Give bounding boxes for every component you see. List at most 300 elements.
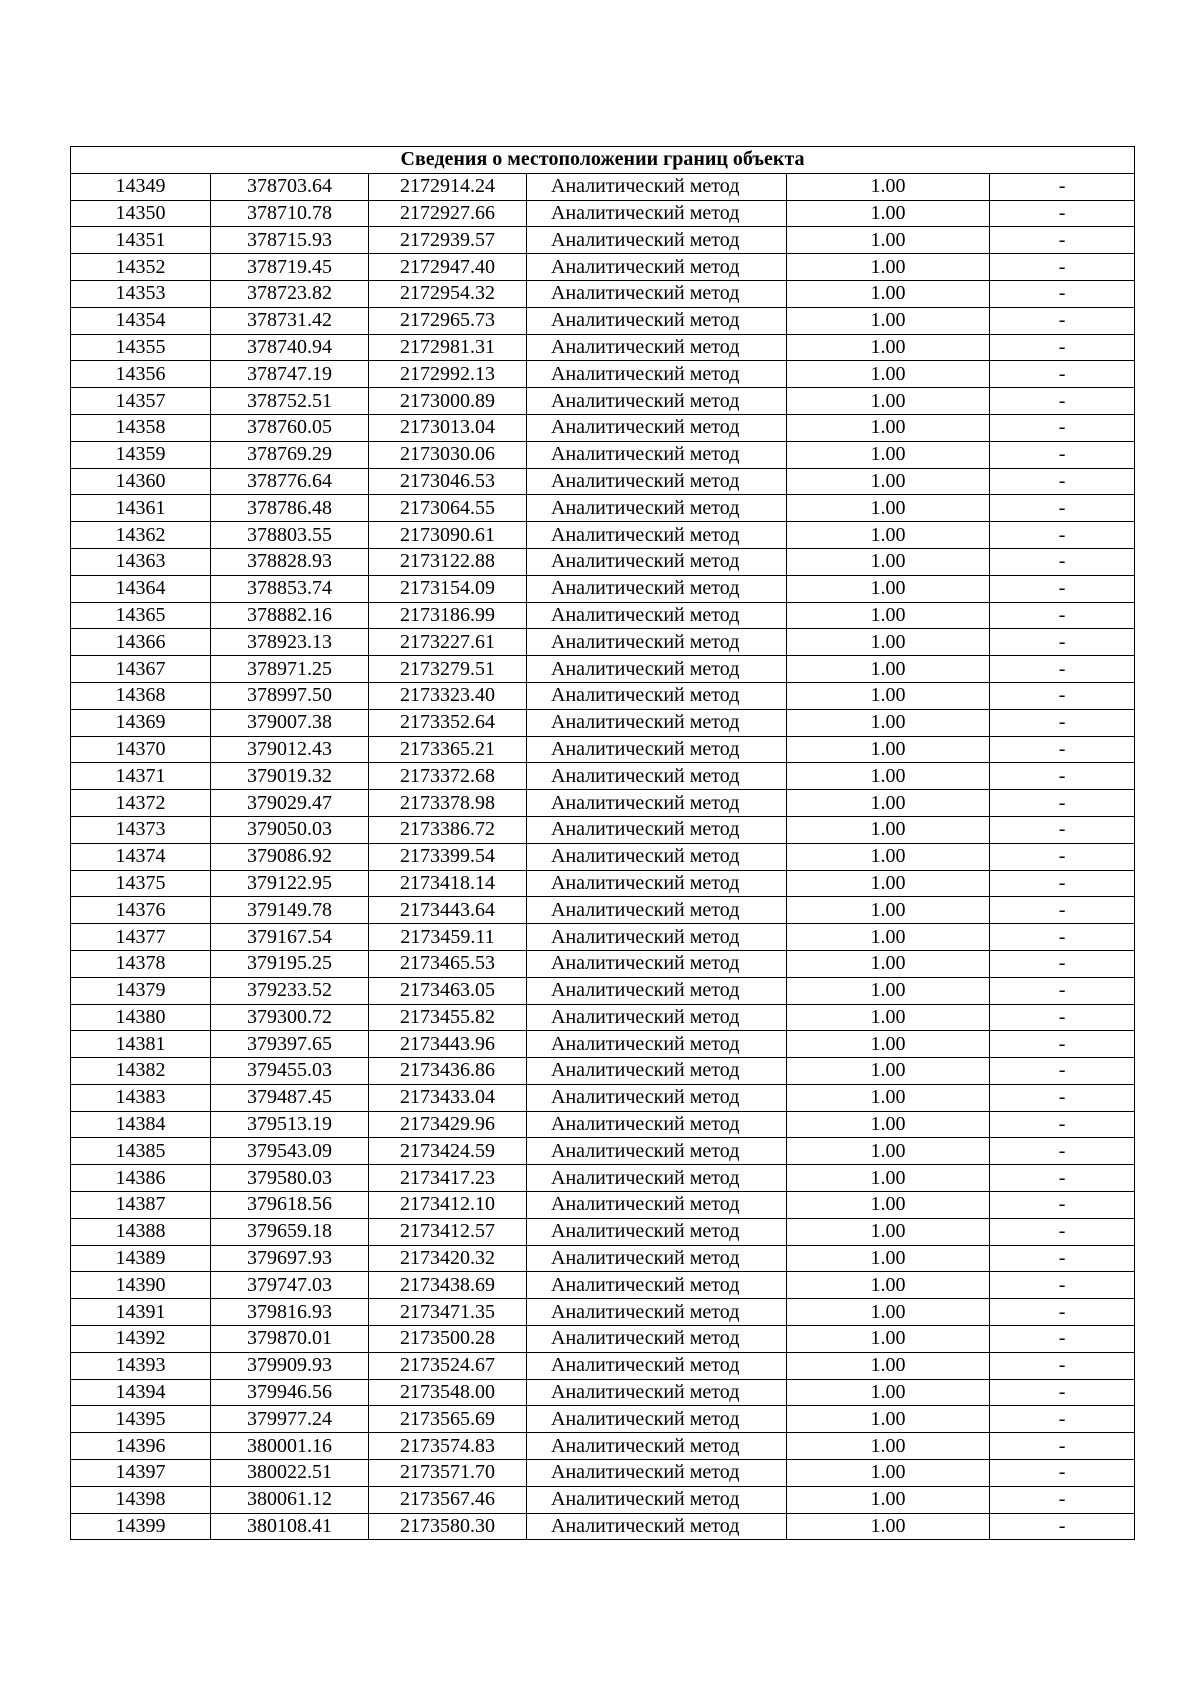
- accuracy-cell: 1.00: [787, 1111, 990, 1138]
- accuracy-cell: 1.00: [787, 468, 990, 495]
- table-row: [71, 763, 1135, 790]
- accuracy-cell: 1.00: [787, 1486, 990, 1513]
- x-coordinate-cell: 378828.93: [211, 548, 369, 575]
- x-coordinate-cell: 379029.47: [211, 790, 369, 817]
- table-row: [71, 1379, 1135, 1406]
- y-coordinate-cell: 2173323.40: [369, 682, 527, 709]
- accuracy-cell: 1.00: [787, 1433, 990, 1460]
- accuracy-cell: 1.00: [787, 1218, 990, 1245]
- description-cell: -: [990, 227, 1135, 254]
- table-row: [71, 495, 1135, 522]
- y-coordinate-cell: 2173455.82: [369, 1004, 527, 1031]
- x-coordinate-cell: 379086.92: [211, 843, 369, 870]
- y-coordinate-cell: 2173279.51: [369, 656, 527, 683]
- point-number-cell: 14384: [71, 1111, 211, 1138]
- description-cell: -: [990, 1218, 1135, 1245]
- description-cell: -: [990, 924, 1135, 951]
- table-row: [71, 1218, 1135, 1245]
- method-cell: Аналитический метод: [527, 414, 787, 441]
- table-row: [71, 1031, 1135, 1058]
- point-number-cell: 14377: [71, 924, 211, 951]
- method-cell: Аналитический метод: [527, 1245, 787, 1272]
- description-cell: -: [990, 468, 1135, 495]
- accuracy-cell: 1.00: [787, 602, 990, 629]
- accuracy-cell: 1.00: [787, 763, 990, 790]
- y-coordinate-cell: 2173013.04: [369, 414, 527, 441]
- description-cell: -: [990, 977, 1135, 1004]
- description-cell: -: [990, 602, 1135, 629]
- x-coordinate-cell: 379697.93: [211, 1245, 369, 1272]
- description-cell: -: [990, 441, 1135, 468]
- description-cell: -: [990, 816, 1135, 843]
- description-cell: -: [990, 575, 1135, 602]
- accuracy-cell: 1.00: [787, 682, 990, 709]
- method-cell: Аналитический метод: [527, 1031, 787, 1058]
- table-row: [71, 1513, 1135, 1540]
- y-coordinate-cell: 2173064.55: [369, 495, 527, 522]
- point-number-cell: 14383: [71, 1084, 211, 1111]
- y-coordinate-cell: 2173227.61: [369, 629, 527, 656]
- x-coordinate-cell: 379149.78: [211, 897, 369, 924]
- y-coordinate-cell: 2173122.88: [369, 548, 527, 575]
- x-coordinate-cell: 379007.38: [211, 709, 369, 736]
- table-row: [71, 361, 1135, 388]
- method-cell: Аналитический метод: [527, 1486, 787, 1513]
- table-row: [71, 1460, 1135, 1487]
- y-coordinate-cell: 2173417.23: [369, 1165, 527, 1192]
- point-number-cell: 14350: [71, 200, 211, 227]
- table-row: [71, 1058, 1135, 1085]
- table-row: [71, 414, 1135, 441]
- y-coordinate-cell: 2172965.73: [369, 307, 527, 334]
- method-cell: Аналитический метод: [527, 388, 787, 415]
- x-coordinate-cell: 378853.74: [211, 575, 369, 602]
- point-number-cell: 14381: [71, 1031, 211, 1058]
- method-cell: Аналитический метод: [527, 495, 787, 522]
- point-number-cell: 14357: [71, 388, 211, 415]
- x-coordinate-cell: 379618.56: [211, 1192, 369, 1219]
- description-cell: -: [990, 1326, 1135, 1353]
- accuracy-cell: 1.00: [787, 414, 990, 441]
- table-row: [71, 1192, 1135, 1219]
- method-cell: Аналитический метод: [527, 816, 787, 843]
- x-coordinate-cell: 379513.19: [211, 1111, 369, 1138]
- y-coordinate-cell: 2173465.53: [369, 950, 527, 977]
- boundary-coordinates-table: [70, 146, 1135, 1540]
- x-coordinate-cell: 379870.01: [211, 1326, 369, 1353]
- point-number-cell: 14359: [71, 441, 211, 468]
- table-title: Сведения о местоположении границ объекта: [71, 147, 1135, 174]
- y-coordinate-cell: 2173000.89: [369, 388, 527, 415]
- y-coordinate-cell: 2173433.04: [369, 1084, 527, 1111]
- accuracy-cell: 1.00: [787, 1326, 990, 1353]
- x-coordinate-cell: 379019.32: [211, 763, 369, 790]
- accuracy-cell: 1.00: [787, 280, 990, 307]
- accuracy-cell: 1.00: [787, 736, 990, 763]
- method-cell: Аналитический метод: [527, 1406, 787, 1433]
- table-row: [71, 1004, 1135, 1031]
- point-number-cell: 14391: [71, 1299, 211, 1326]
- point-number-cell: 14354: [71, 307, 211, 334]
- table-row: [71, 1486, 1135, 1513]
- table-row: [71, 1165, 1135, 1192]
- method-cell: Аналитический метод: [527, 548, 787, 575]
- table-row: [71, 388, 1135, 415]
- method-cell: Аналитический метод: [527, 334, 787, 361]
- x-coordinate-cell: 379397.65: [211, 1031, 369, 1058]
- y-coordinate-cell: 2173548.00: [369, 1379, 527, 1406]
- point-number-cell: 14364: [71, 575, 211, 602]
- x-coordinate-cell: 378971.25: [211, 656, 369, 683]
- method-cell: Аналитический метод: [527, 1272, 787, 1299]
- method-cell: Аналитический метод: [527, 602, 787, 629]
- method-cell: Аналитический метод: [527, 977, 787, 1004]
- table-row: [71, 816, 1135, 843]
- y-coordinate-cell: 2173443.96: [369, 1031, 527, 1058]
- x-coordinate-cell: 379300.72: [211, 1004, 369, 1031]
- description-cell: -: [990, 334, 1135, 361]
- point-number-cell: 14349: [71, 173, 211, 200]
- accuracy-cell: 1.00: [787, 575, 990, 602]
- method-cell: Аналитический метод: [527, 1460, 787, 1487]
- method-cell: Аналитический метод: [527, 709, 787, 736]
- table-row: [71, 173, 1135, 200]
- accuracy-cell: 1.00: [787, 334, 990, 361]
- x-coordinate-cell: 379233.52: [211, 977, 369, 1004]
- x-coordinate-cell: 378923.13: [211, 629, 369, 656]
- y-coordinate-cell: 2173412.57: [369, 1218, 527, 1245]
- description-cell: -: [990, 495, 1135, 522]
- x-coordinate-cell: 379167.54: [211, 924, 369, 951]
- method-cell: Аналитический метод: [527, 736, 787, 763]
- description-cell: -: [990, 1406, 1135, 1433]
- x-coordinate-cell: 378719.45: [211, 254, 369, 281]
- x-coordinate-cell: 379946.56: [211, 1379, 369, 1406]
- y-coordinate-cell: 2173046.53: [369, 468, 527, 495]
- description-cell: -: [990, 1299, 1135, 1326]
- y-coordinate-cell: 2172992.13: [369, 361, 527, 388]
- y-coordinate-cell: 2173471.35: [369, 1299, 527, 1326]
- point-number-cell: 14370: [71, 736, 211, 763]
- point-number-cell: 14374: [71, 843, 211, 870]
- point-number-cell: 14397: [71, 1460, 211, 1487]
- y-coordinate-cell: 2172927.66: [369, 200, 527, 227]
- description-cell: -: [990, 897, 1135, 924]
- x-coordinate-cell: 378776.64: [211, 468, 369, 495]
- x-coordinate-cell: 380022.51: [211, 1460, 369, 1487]
- method-cell: Аналитический метод: [527, 1326, 787, 1353]
- description-cell: -: [990, 173, 1135, 200]
- table-row: [71, 897, 1135, 924]
- y-coordinate-cell: 2173459.11: [369, 924, 527, 951]
- method-cell: Аналитический метод: [527, 763, 787, 790]
- y-coordinate-cell: 2173574.83: [369, 1433, 527, 1460]
- y-coordinate-cell: 2173412.10: [369, 1192, 527, 1219]
- y-coordinate-cell: 2173030.06: [369, 441, 527, 468]
- y-coordinate-cell: 2173090.61: [369, 522, 527, 549]
- x-coordinate-cell: 379816.93: [211, 1299, 369, 1326]
- x-coordinate-cell: 378997.50: [211, 682, 369, 709]
- method-cell: Аналитический метод: [527, 1111, 787, 1138]
- table-row: [71, 977, 1135, 1004]
- table-body: [71, 173, 1135, 1540]
- table-row: [71, 280, 1135, 307]
- description-cell: -: [990, 1084, 1135, 1111]
- accuracy-cell: 1.00: [787, 1245, 990, 1272]
- point-number-cell: 14367: [71, 656, 211, 683]
- x-coordinate-cell: 380001.16: [211, 1433, 369, 1460]
- point-number-cell: 14380: [71, 1004, 211, 1031]
- y-coordinate-cell: 2172914.24: [369, 173, 527, 200]
- y-coordinate-cell: 2173567.46: [369, 1486, 527, 1513]
- y-coordinate-cell: 2173463.05: [369, 977, 527, 1004]
- method-cell: Аналитический метод: [527, 1165, 787, 1192]
- accuracy-cell: 1.00: [787, 1460, 990, 1487]
- table-row: [71, 790, 1135, 817]
- table-row: [71, 1406, 1135, 1433]
- accuracy-cell: 1.00: [787, 843, 990, 870]
- accuracy-cell: 1.00: [787, 709, 990, 736]
- x-coordinate-cell: 378882.16: [211, 602, 369, 629]
- table-row: [71, 709, 1135, 736]
- point-number-cell: 14398: [71, 1486, 211, 1513]
- y-coordinate-cell: 2173372.68: [369, 763, 527, 790]
- point-number-cell: 14387: [71, 1192, 211, 1219]
- accuracy-cell: 1.00: [787, 1513, 990, 1540]
- description-cell: -: [990, 1004, 1135, 1031]
- method-cell: Аналитический метод: [527, 682, 787, 709]
- point-number-cell: 14392: [71, 1326, 211, 1353]
- description-cell: -: [990, 1165, 1135, 1192]
- method-cell: Аналитический метод: [527, 1218, 787, 1245]
- accuracy-cell: 1.00: [787, 950, 990, 977]
- description-cell: -: [990, 1513, 1135, 1540]
- accuracy-cell: 1.00: [787, 1272, 990, 1299]
- description-cell: -: [990, 361, 1135, 388]
- y-coordinate-cell: 2173420.32: [369, 1245, 527, 1272]
- description-cell: -: [990, 843, 1135, 870]
- x-coordinate-cell: 378769.29: [211, 441, 369, 468]
- description-cell: -: [990, 1192, 1135, 1219]
- point-number-cell: 14363: [71, 548, 211, 575]
- accuracy-cell: 1.00: [787, 790, 990, 817]
- accuracy-cell: 1.00: [787, 200, 990, 227]
- accuracy-cell: 1.00: [787, 227, 990, 254]
- accuracy-cell: 1.00: [787, 548, 990, 575]
- table-row: [71, 548, 1135, 575]
- method-cell: Аналитический метод: [527, 173, 787, 200]
- point-number-cell: 14352: [71, 254, 211, 281]
- table-row: [71, 468, 1135, 495]
- table-row: [71, 575, 1135, 602]
- description-cell: -: [990, 870, 1135, 897]
- point-number-cell: 14389: [71, 1245, 211, 1272]
- table-row: [71, 1084, 1135, 1111]
- y-coordinate-cell: 2173524.67: [369, 1352, 527, 1379]
- table-row: [71, 334, 1135, 361]
- method-cell: Аналитический метод: [527, 870, 787, 897]
- y-coordinate-cell: 2173500.28: [369, 1326, 527, 1353]
- point-number-cell: 14371: [71, 763, 211, 790]
- description-cell: -: [990, 254, 1135, 281]
- table-row: [71, 200, 1135, 227]
- table-row: [71, 843, 1135, 870]
- description-cell: -: [990, 1058, 1135, 1085]
- table-title-row: [71, 147, 1135, 174]
- description-cell: -: [990, 388, 1135, 415]
- point-number-cell: 14396: [71, 1433, 211, 1460]
- y-coordinate-cell: 2172954.32: [369, 280, 527, 307]
- description-cell: -: [990, 682, 1135, 709]
- x-coordinate-cell: 379580.03: [211, 1165, 369, 1192]
- x-coordinate-cell: 380108.41: [211, 1513, 369, 1540]
- point-number-cell: 14365: [71, 602, 211, 629]
- point-number-cell: 14399: [71, 1513, 211, 1540]
- point-number-cell: 14395: [71, 1406, 211, 1433]
- accuracy-cell: 1.00: [787, 1004, 990, 1031]
- description-cell: -: [990, 1111, 1135, 1138]
- point-number-cell: 14360: [71, 468, 211, 495]
- method-cell: Аналитический метод: [527, 468, 787, 495]
- point-number-cell: 14390: [71, 1272, 211, 1299]
- point-number-cell: 14378: [71, 950, 211, 977]
- point-number-cell: 14386: [71, 1165, 211, 1192]
- method-cell: Аналитический метод: [527, 843, 787, 870]
- description-cell: -: [990, 1245, 1135, 1272]
- x-coordinate-cell: 379195.25: [211, 950, 369, 977]
- point-number-cell: 14353: [71, 280, 211, 307]
- method-cell: Аналитический метод: [527, 1084, 787, 1111]
- x-coordinate-cell: 379487.45: [211, 1084, 369, 1111]
- accuracy-cell: 1.00: [787, 1084, 990, 1111]
- accuracy-cell: 1.00: [787, 897, 990, 924]
- y-coordinate-cell: 2173571.70: [369, 1460, 527, 1487]
- x-coordinate-cell: 378747.19: [211, 361, 369, 388]
- accuracy-cell: 1.00: [787, 1406, 990, 1433]
- point-number-cell: 14368: [71, 682, 211, 709]
- method-cell: Аналитический метод: [527, 1352, 787, 1379]
- accuracy-cell: 1.00: [787, 1299, 990, 1326]
- table-row: [71, 1245, 1135, 1272]
- y-coordinate-cell: 2173154.09: [369, 575, 527, 602]
- method-cell: Аналитический метод: [527, 656, 787, 683]
- method-cell: Аналитический метод: [527, 1379, 787, 1406]
- table-row: [71, 227, 1135, 254]
- x-coordinate-cell: 378786.48: [211, 495, 369, 522]
- x-coordinate-cell: 378752.51: [211, 388, 369, 415]
- description-cell: -: [990, 280, 1135, 307]
- method-cell: Аналитический метод: [527, 575, 787, 602]
- point-number-cell: 14358: [71, 414, 211, 441]
- y-coordinate-cell: 2172939.57: [369, 227, 527, 254]
- method-cell: Аналитический метод: [527, 1513, 787, 1540]
- table-row: [71, 924, 1135, 951]
- accuracy-cell: 1.00: [787, 629, 990, 656]
- y-coordinate-cell: 2173399.54: [369, 843, 527, 870]
- description-cell: -: [990, 548, 1135, 575]
- method-cell: Аналитический метод: [527, 1138, 787, 1165]
- description-cell: -: [990, 1272, 1135, 1299]
- x-coordinate-cell: 379977.24: [211, 1406, 369, 1433]
- accuracy-cell: 1.00: [787, 1138, 990, 1165]
- x-coordinate-cell: 379455.03: [211, 1058, 369, 1085]
- point-number-cell: 14393: [71, 1352, 211, 1379]
- method-cell: Аналитический метод: [527, 1192, 787, 1219]
- description-cell: -: [990, 307, 1135, 334]
- y-coordinate-cell: 2172947.40: [369, 254, 527, 281]
- accuracy-cell: 1.00: [787, 522, 990, 549]
- point-number-cell: 14376: [71, 897, 211, 924]
- point-number-cell: 14351: [71, 227, 211, 254]
- table-row: [71, 1433, 1135, 1460]
- method-cell: Аналитический метод: [527, 1299, 787, 1326]
- method-cell: Аналитический метод: [527, 1004, 787, 1031]
- accuracy-cell: 1.00: [787, 1031, 990, 1058]
- table-row: [71, 736, 1135, 763]
- accuracy-cell: 1.00: [787, 1192, 990, 1219]
- method-cell: Аналитический метод: [527, 522, 787, 549]
- method-cell: Аналитический метод: [527, 897, 787, 924]
- accuracy-cell: 1.00: [787, 1165, 990, 1192]
- y-coordinate-cell: 2173418.14: [369, 870, 527, 897]
- table-row: [71, 1272, 1135, 1299]
- description-cell: -: [990, 1138, 1135, 1165]
- x-coordinate-cell: 379012.43: [211, 736, 369, 763]
- description-cell: -: [990, 1460, 1135, 1487]
- accuracy-cell: 1.00: [787, 816, 990, 843]
- x-coordinate-cell: 379122.95: [211, 870, 369, 897]
- accuracy-cell: 1.00: [787, 388, 990, 415]
- point-number-cell: 14373: [71, 816, 211, 843]
- table-row: [71, 870, 1135, 897]
- x-coordinate-cell: 379747.03: [211, 1272, 369, 1299]
- description-cell: -: [990, 1486, 1135, 1513]
- accuracy-cell: 1.00: [787, 977, 990, 1004]
- table-row: [71, 522, 1135, 549]
- description-cell: -: [990, 1433, 1135, 1460]
- table-row: [71, 441, 1135, 468]
- accuracy-cell: 1.00: [787, 254, 990, 281]
- accuracy-cell: 1.00: [787, 1352, 990, 1379]
- description-cell: -: [990, 656, 1135, 683]
- point-number-cell: 14382: [71, 1058, 211, 1085]
- accuracy-cell: 1.00: [787, 870, 990, 897]
- x-coordinate-cell: 379050.03: [211, 816, 369, 843]
- description-cell: -: [990, 1031, 1135, 1058]
- y-coordinate-cell: 2173438.69: [369, 1272, 527, 1299]
- point-number-cell: 14388: [71, 1218, 211, 1245]
- table-row: [71, 656, 1135, 683]
- x-coordinate-cell: 379659.18: [211, 1218, 369, 1245]
- x-coordinate-cell: 378803.55: [211, 522, 369, 549]
- accuracy-cell: 1.00: [787, 1379, 990, 1406]
- x-coordinate-cell: 379543.09: [211, 1138, 369, 1165]
- point-number-cell: 14375: [71, 870, 211, 897]
- y-coordinate-cell: 2173386.72: [369, 816, 527, 843]
- table-row: [71, 1299, 1135, 1326]
- description-cell: -: [990, 1352, 1135, 1379]
- y-coordinate-cell: 2173378.98: [369, 790, 527, 817]
- y-coordinate-cell: 2172981.31: [369, 334, 527, 361]
- method-cell: Аналитический метод: [527, 790, 787, 817]
- y-coordinate-cell: 2173186.99: [369, 602, 527, 629]
- table-row: [71, 1111, 1135, 1138]
- point-number-cell: 14362: [71, 522, 211, 549]
- point-number-cell: 14385: [71, 1138, 211, 1165]
- point-number-cell: 14361: [71, 495, 211, 522]
- accuracy-cell: 1.00: [787, 1058, 990, 1085]
- y-coordinate-cell: 2173365.21: [369, 736, 527, 763]
